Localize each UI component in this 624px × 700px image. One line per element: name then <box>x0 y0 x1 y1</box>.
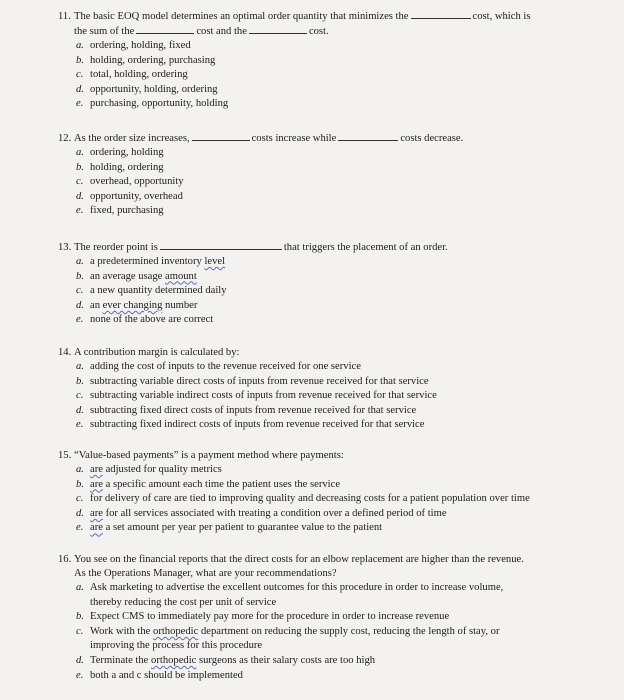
option-d: d. Terminate the orthopedic surgeons as their salary costs are too high <box>76 654 376 666</box>
question-number: 11. <box>58 11 71 22</box>
option-b: b. Expect CMS to immediately pay more for the procedure in order to increase revenue <box>76 611 450 623</box>
option-c: c. overhead, opportunity <box>76 176 184 188</box>
question-stem: 13. The reorder point is that triggers the placement of an order. <box>58 242 448 253</box>
question-11 <box>58 9 530 112</box>
option-d: d. opportunity, overhead <box>76 190 183 202</box>
option-a: a. a predetermined inventory level <box>76 256 226 267</box>
question-stem: 14. A contribution margin is calculated by: <box>58 347 240 358</box>
option-a: a. Ask marketing to advertise the excellent outcomes for this procedure in order to increase volume, <box>76 582 504 593</box>
question-stem: 11. The basic EOQ model determines an optimal order quantity that minimizes the cost, which is <box>58 11 531 22</box>
option-c: c. subtracting variable indirect costs of inputs from revenue received for that service <box>76 390 437 402</box>
option-list <box>58 463 530 536</box>
option-c: c. Work with the orthopedic department on reducing the supply cost, reducing the length of stay, or <box>76 625 500 637</box>
question-number: 13. <box>58 242 72 253</box>
option-b: b. holding, ordering, purchasing <box>76 54 216 66</box>
question-stem-line2: As the Operations Manager, what are your recommendations? <box>74 568 337 579</box>
option-a: a. ordering, holding <box>76 147 164 158</box>
answer-blank <box>249 24 307 34</box>
question-stem: 12. As the order size increases, costs increase while costs decrease. <box>58 133 464 144</box>
option-d: d. subtracting fixed direct costs of inputs from revenue received for that service <box>76 404 417 416</box>
option-a: a. are adjusted for quality metrics <box>76 464 222 475</box>
option-b: b. an average usage amount <box>76 270 197 282</box>
option-list <box>58 581 524 683</box>
option-e: e. purchasing, opportunity, holding <box>76 98 229 110</box>
question-13 <box>58 240 448 328</box>
question-number: 12. <box>58 133 72 144</box>
answer-blank <box>192 131 250 141</box>
answer-blank <box>338 131 398 141</box>
answer-blank <box>136 24 194 34</box>
question-15 <box>58 449 530 536</box>
option-b: b. subtracting variable direct costs of inputs from revenue received for that service <box>76 375 429 387</box>
option-c-continued: improving the process for this procedure <box>90 640 263 652</box>
option-d: d. are for all services associated with treating a condition over a defined period of time <box>76 507 447 519</box>
option-c: c. a new quantity determined daily <box>76 285 227 297</box>
option-list <box>58 146 463 219</box>
option-list <box>58 39 530 112</box>
option-a-continued: thereby reducing the cost per unit of service <box>90 596 277 608</box>
option-d: d. opportunity, holding, ordering <box>76 83 218 95</box>
option-e: e. both a and c should be implemented <box>76 669 243 681</box>
option-list <box>58 255 448 328</box>
question-number: 15. <box>58 450 72 461</box>
question-12 <box>58 131 463 219</box>
option-b: b. are a specific amount each time the patient uses the service <box>76 478 341 490</box>
question-16 <box>58 553 524 683</box>
question-14 <box>58 346 437 433</box>
option-list <box>58 360 437 433</box>
question-stem-line2: the sum of the cost and the cost. <box>74 26 329 37</box>
option-a: a. adding the cost of inputs to the revenue received for one service <box>76 361 361 372</box>
option-b: b. holding, ordering <box>76 161 164 173</box>
option-e: e. none of the above are correct <box>76 314 214 326</box>
option-c: c. total, holding, ordering <box>76 69 188 81</box>
option-c: c. for delivery of care are tied to improving quality and decreasing costs for a patient population over time <box>76 493 530 505</box>
question-stem: 16. You see on the financial reports that the direct costs for an elbow replacement are higher than the revenue. <box>58 554 524 565</box>
option-e: e. fixed, purchasing <box>76 205 164 217</box>
option-d: d. an ever changing number <box>76 299 198 311</box>
option-a: a. ordering, holding, fixed <box>76 40 191 51</box>
question-stem: 15. “Value-based payments” is a payment method where payments: <box>58 450 344 461</box>
option-e: e. subtracting fixed indirect costs of inputs from revenue received for that service <box>76 419 425 431</box>
answer-blank <box>160 240 282 250</box>
question-number: 16. <box>58 554 72 565</box>
option-e: e. are a set amount per year per patient to guarantee value to the patient <box>76 522 383 534</box>
answer-blank <box>411 9 471 19</box>
question-number: 14. <box>58 347 72 358</box>
